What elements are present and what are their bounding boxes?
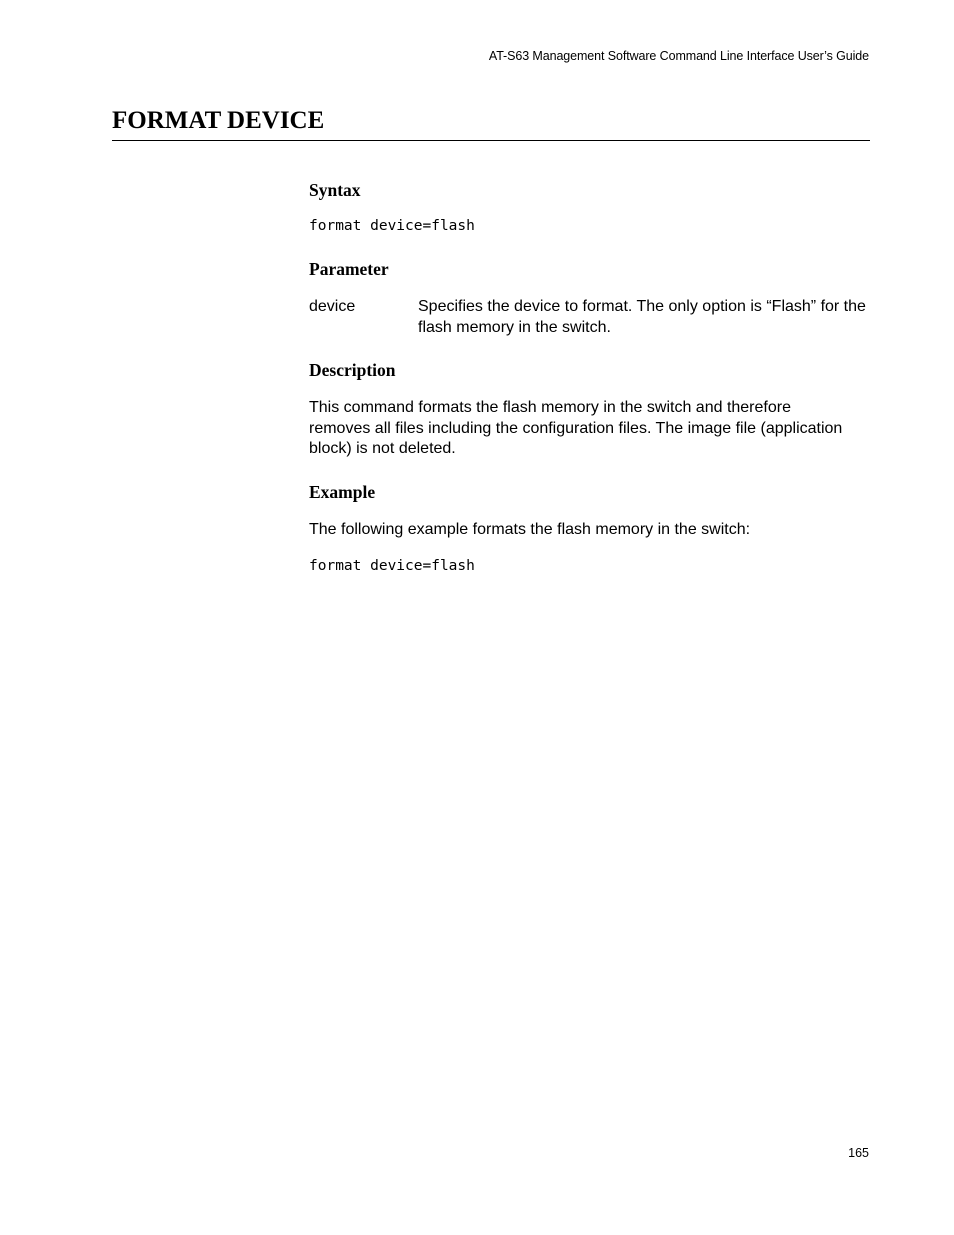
parameter-name: device	[309, 298, 356, 315]
example-heading: Example	[309, 482, 376, 502]
example-code: format device=flash	[309, 558, 475, 574]
syntax-code: format device=flash	[309, 218, 475, 234]
description-heading: Description	[309, 360, 396, 380]
title-divider	[112, 140, 870, 141]
page-number: 165	[848, 1146, 869, 1160]
page-title: FORMAT DEVICE	[112, 107, 325, 134]
running-header: AT-S63 Management Software Command Line Interface User’s Guide	[488, 49, 869, 63]
example-intro: The following example formats the flash memory in the switch:	[309, 521, 751, 538]
parameter-heading: Parameter	[309, 259, 389, 279]
syntax-heading: Syntax	[309, 180, 361, 200]
description-text: This command formats the flash memory in the switch and therefore removes all files including the configuration files. The image file (application block) is not deleted.	[309, 399, 843, 457]
parameter-description: Specifies the device to format. The only option is “Flash” for the flash memory in the switch.	[418, 298, 866, 336]
